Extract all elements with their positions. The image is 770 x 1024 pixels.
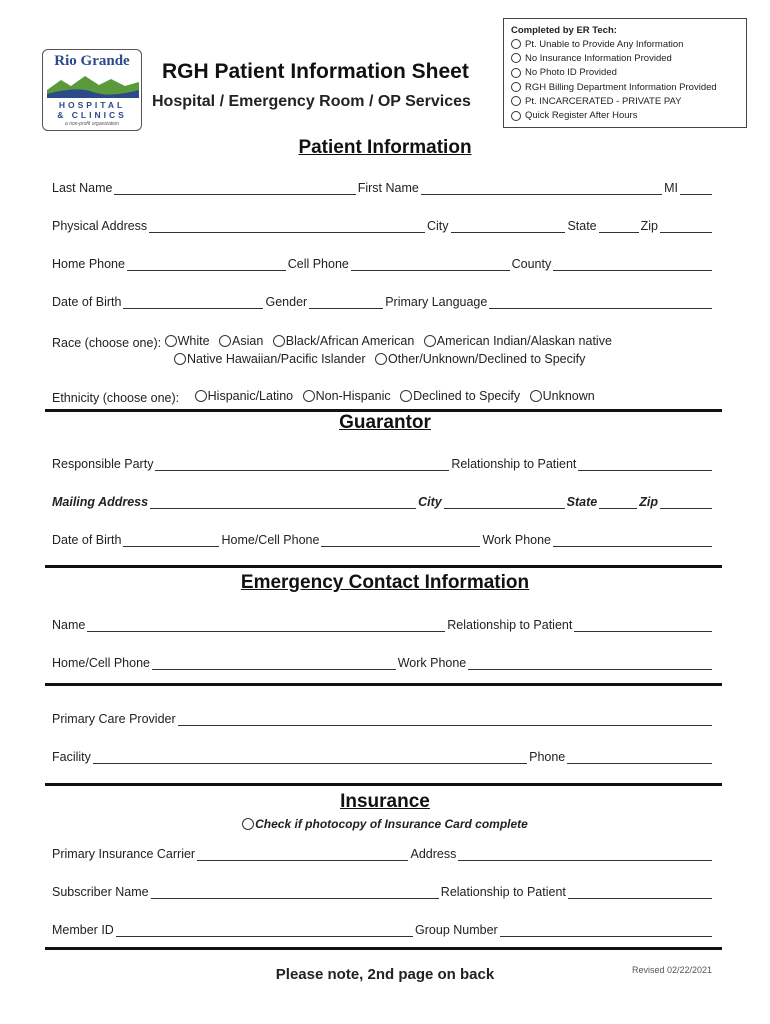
race-option[interactable]: Asian — [219, 334, 263, 348]
revised-date: Revised 02/22/2021 — [632, 965, 713, 975]
carrier-field[interactable] — [197, 848, 408, 861]
subscriber-row: Subscriber Name Relationship to Patient — [52, 885, 714, 899]
zip-field[interactable] — [660, 220, 712, 233]
ethnicity-option[interactable]: Non-Hispanic — [303, 389, 391, 403]
logo-line3: & CLINICS — [57, 110, 127, 120]
city-field[interactable] — [451, 220, 566, 233]
last-name-field[interactable] — [114, 182, 355, 195]
patient-heading: Patient Information — [298, 137, 472, 158]
gender-field[interactable] — [309, 296, 383, 309]
section-divider — [45, 783, 722, 786]
relationship-field[interactable] — [578, 458, 712, 471]
g-city-field[interactable] — [444, 496, 565, 509]
er-tech-box — [503, 18, 747, 128]
language-field[interactable] — [489, 296, 712, 309]
ec-relationship-field[interactable] — [574, 619, 712, 632]
member-id-field[interactable] — [116, 924, 413, 937]
group-field[interactable] — [500, 924, 712, 937]
race-option[interactable]: Native Hawaiian/Pacific Islander — [174, 352, 366, 366]
radio-icon[interactable] — [511, 53, 521, 63]
radio-icon[interactable] — [303, 390, 315, 402]
ins-relationship-field[interactable] — [568, 886, 712, 899]
pcp-field[interactable] — [178, 713, 712, 726]
carrier-row: Primary Insurance Carrier Address — [52, 847, 714, 861]
section-divider — [45, 683, 722, 686]
radio-icon[interactable] — [511, 111, 521, 121]
facility-field[interactable] — [93, 751, 527, 764]
facility-row: Facility Phone — [52, 750, 714, 764]
ec-work-field[interactable] — [468, 657, 712, 670]
ethnicity-option[interactable]: Unknown — [530, 389, 595, 403]
race-row: Race (choose one): White Asian Black/African American American Indian/Alaskan native — [52, 334, 612, 350]
county-field[interactable] — [553, 258, 712, 271]
mi-field[interactable] — [680, 182, 712, 195]
race-option[interactable]: Other/Unknown/Declined to Specify — [375, 352, 585, 366]
mountain-icon — [47, 72, 139, 98]
phone-row: Home Phone Cell Phone County — [52, 257, 714, 271]
page-title: RGH Patient Information Sheet — [162, 60, 469, 83]
insurance-heading: Insurance — [340, 791, 430, 812]
logo-name: Rio Grande — [54, 53, 130, 69]
race-option[interactable]: American Indian/Alaskan native — [424, 334, 612, 348]
er-tech-heading: Completed by ER Tech: — [511, 25, 617, 36]
radio-icon[interactable] — [511, 68, 521, 78]
g-zip-field[interactable] — [660, 496, 712, 509]
race-option[interactable]: White — [165, 334, 210, 348]
radio-icon[interactable] — [530, 390, 542, 402]
logo-tagline: a non-profit organization — [65, 121, 119, 127]
radio-icon[interactable] — [273, 335, 285, 347]
radio-icon[interactable] — [174, 353, 186, 365]
ethnicity-option[interactable]: Hispanic/Latino — [195, 389, 293, 403]
facility-phone-field[interactable] — [567, 751, 712, 764]
logo-line2: HOSPITAL — [58, 100, 126, 110]
radio-icon[interactable] — [219, 335, 231, 347]
g-phone-row: Date of Birth Home/Cell Phone Work Phone — [52, 533, 714, 547]
race-option[interactable]: Black/African American — [273, 334, 415, 348]
er-option[interactable]: Pt. INCARCERATED - PRIVATE PAY — [511, 94, 746, 108]
insurance-copy-check[interactable]: Check if photocopy of Insurance Card complete — [0, 817, 770, 831]
ec-name-row: Name Relationship to Patient — [52, 618, 714, 632]
radio-icon[interactable] — [400, 390, 412, 402]
g-home-cell-field[interactable] — [321, 534, 480, 547]
address-field[interactable] — [149, 220, 425, 233]
subscriber-field[interactable] — [151, 886, 439, 899]
er-option[interactable]: No Insurance Information Provided — [511, 51, 746, 65]
member-row: Member ID Group Number — [52, 923, 714, 937]
radio-icon[interactable] — [424, 335, 436, 347]
er-option[interactable]: RGH Billing Department Information Provided — [511, 80, 746, 94]
responsible-row: Responsible Party Relationship to Patient — [52, 457, 714, 471]
hospital-logo — [42, 49, 142, 131]
radio-icon[interactable] — [511, 82, 521, 92]
ec-name-field[interactable] — [87, 619, 445, 632]
pcp-row: Primary Care Provider — [52, 712, 714, 726]
ethnicity-row: Ethnicity (choose one): Hispanic/Latino Non-Hispanic Declined to Specify Unknown — [52, 389, 595, 405]
er-option[interactable]: Pt. Unable to Provide Any Information — [511, 37, 746, 51]
first-name-field[interactable] — [421, 182, 662, 195]
guarantor-heading: Guarantor — [339, 412, 431, 433]
g-work-field[interactable] — [553, 534, 712, 547]
radio-icon[interactable] — [242, 818, 254, 830]
g-state-field[interactable] — [599, 496, 637, 509]
mailing-field[interactable] — [150, 496, 416, 509]
dob-field[interactable] — [123, 296, 263, 309]
ins-address-field[interactable] — [458, 848, 712, 861]
page-subtitle: Hospital / Emergency Room / OP Services — [152, 93, 471, 110]
ec-phone-row: Home/Cell Phone Work Phone — [52, 656, 714, 670]
address-row: Physical Address City State Zip — [52, 219, 714, 233]
radio-icon[interactable] — [375, 353, 387, 365]
mailing-row: Mailing Address City State Zip — [52, 495, 714, 509]
radio-icon[interactable] — [195, 390, 207, 402]
state-field[interactable] — [599, 220, 639, 233]
name-row: Last Name First Name MI — [52, 181, 714, 195]
radio-icon[interactable] — [511, 39, 521, 49]
er-option[interactable]: No Photo ID Provided — [511, 66, 746, 80]
section-divider — [45, 565, 722, 568]
er-option[interactable]: Quick Register After Hours — [511, 108, 746, 122]
dob-row: Date of Birth Gender Primary Language — [52, 295, 714, 309]
home-phone-field[interactable] — [127, 258, 286, 271]
responsible-field[interactable] — [155, 458, 449, 471]
emergency-heading: Emergency Contact Information — [240, 572, 530, 593]
radio-icon[interactable] — [511, 96, 521, 106]
race-row-2 — [174, 352, 591, 368]
section-divider — [45, 947, 722, 950]
cell-phone-field[interactable] — [351, 258, 510, 271]
ec-home-cell-field[interactable] — [152, 657, 396, 670]
ethnicity-option[interactable]: Declined to Specify — [400, 389, 520, 403]
g-dob-field[interactable] — [123, 534, 219, 547]
footer-note: Please note, 2nd page on back — [275, 966, 495, 983]
radio-icon[interactable] — [165, 335, 177, 347]
